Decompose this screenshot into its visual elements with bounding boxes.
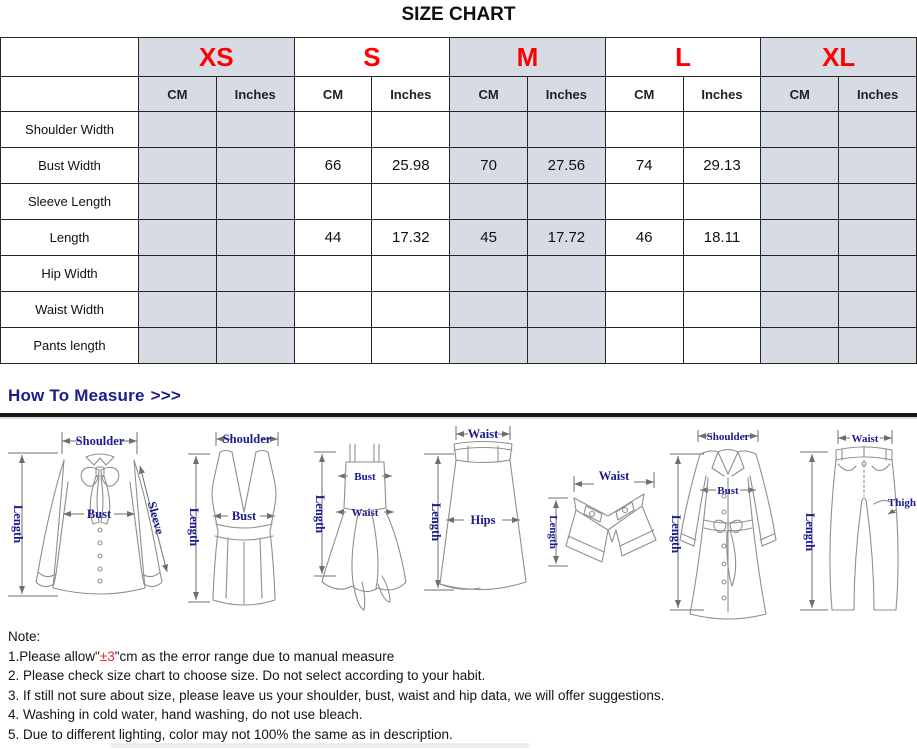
size-value-cell [372, 184, 450, 220]
blouse-bust-label: Bust [86, 507, 112, 521]
tank-length-label: Length [187, 507, 201, 547]
size-value-cell [139, 328, 217, 364]
size-value-cell [761, 148, 839, 184]
table-row [1, 184, 917, 220]
size-value-cell [839, 184, 917, 220]
size-value-cell [527, 292, 605, 328]
horizontal-scrollbar-thumb[interactable] [110, 743, 530, 748]
coat-figure [664, 424, 792, 626]
size-value-cell [294, 112, 372, 148]
row-label: Length [1, 220, 139, 256]
size-value-cell [527, 112, 605, 148]
blouse-drawing [0, 424, 180, 626]
pants-thigh-label: Thigh [887, 497, 917, 509]
size-value-cell [216, 184, 294, 220]
pants-arrowheads [809, 435, 896, 608]
tank-shoulder-label: Shoulder [222, 432, 272, 446]
size-value-cell [372, 292, 450, 328]
how-to-measure-text: How To Measure [8, 386, 145, 405]
skirt-figure [420, 424, 542, 626]
unit-header-cm: CM [139, 77, 217, 112]
size-value-cell [761, 184, 839, 220]
coat-outline [680, 450, 776, 620]
unit-header-inches: Inches [527, 77, 605, 112]
size-value-cell [139, 256, 217, 292]
size-value-cell [372, 256, 450, 292]
blouse-length-label: Length [11, 504, 25, 544]
size-value-cell [450, 256, 528, 292]
size-value-cell [605, 184, 683, 220]
unit-header-row [1, 77, 917, 112]
size-value-cell [839, 112, 917, 148]
tank-outline [212, 451, 276, 606]
shorts-figure [542, 424, 664, 626]
unit-header-cm: CM [605, 77, 683, 112]
notes-heading: Note: [8, 629, 41, 644]
row-label: Pants length [1, 328, 139, 364]
size-value-cell [605, 292, 683, 328]
corner-cell [1, 38, 139, 77]
size-value-cell [216, 220, 294, 256]
table-row [1, 328, 917, 364]
shorts-drawing [542, 424, 664, 626]
dress-outline [322, 444, 406, 610]
size-value-cell [372, 112, 450, 148]
note-line-3: 3. If still not sure about size, please leave us your shoulder, bust, waist and hip data, we will offer suggestions. [8, 687, 665, 703]
error-range-value: ±3 [99, 648, 115, 664]
pants-waist-label: Waist [851, 433, 879, 445]
table-row [1, 256, 917, 292]
size-value-cell [839, 220, 917, 256]
pants-drawing [792, 424, 917, 626]
shorts-outline [566, 494, 656, 562]
size-value-cell [139, 148, 217, 184]
skirt-length-label: Length [429, 502, 443, 542]
corner-cell [1, 77, 139, 112]
blouse-shoulder-label: Shoulder [75, 434, 125, 448]
size-header-xs: XS [139, 38, 295, 77]
coat-drawing [664, 424, 792, 626]
row-label: Shoulder Width [1, 112, 139, 148]
unit-header-cm: CM [294, 77, 372, 112]
size-value-cell [450, 328, 528, 364]
size-value-cell [372, 328, 450, 364]
dress-length-label: Length [313, 494, 327, 534]
size-value-cell [527, 256, 605, 292]
table-row [1, 220, 917, 256]
row-label: Bust Width [1, 148, 139, 184]
size-value-cell [450, 184, 528, 220]
size-value-cell [605, 328, 683, 364]
size-value-cell [216, 328, 294, 364]
size-value-cell [450, 292, 528, 328]
size-chart-table [0, 37, 917, 364]
skirt-arrowheads [435, 431, 520, 588]
size-value-cell: 45 [450, 220, 528, 256]
blouse-sleeve-label: Sleeve [144, 500, 167, 536]
size-value-cell: 17.72 [527, 220, 605, 256]
size-value-cell [139, 184, 217, 220]
size-value-cell [139, 112, 217, 148]
tank-bust-label: Bust [231, 509, 257, 523]
size-value-cell [683, 184, 761, 220]
size-header-m: M [450, 38, 606, 77]
note-line-5: 5. Due to different lighting, color may not 100% the same as in description. [8, 726, 453, 742]
unit-header-inches: Inches [216, 77, 294, 112]
size-value-cell [294, 328, 372, 364]
table-row [1, 112, 917, 148]
size-value-cell: 25.98 [372, 148, 450, 184]
size-value-cell [605, 112, 683, 148]
size-value-cell [527, 328, 605, 364]
size-header-l: L [605, 38, 761, 77]
row-label: Waist Width [1, 292, 139, 328]
chevrons-right-icon: >>> [150, 386, 182, 405]
size-value-cell [216, 292, 294, 328]
size-header-xl: XL [761, 38, 917, 77]
tank-top-drawing [180, 424, 308, 626]
size-value-cell [839, 256, 917, 292]
skirt-waist-label: Waist [467, 427, 499, 441]
size-header-s: S [294, 38, 450, 77]
size-value-cell [839, 328, 917, 364]
size-value-cell [683, 256, 761, 292]
size-value-cell [761, 220, 839, 256]
table-row [1, 148, 917, 184]
note-line-1: 1.Please allow"±3"cm as the error range due to manual measure [8, 648, 395, 664]
notes-section [8, 627, 664, 744]
size-value-cell [683, 328, 761, 364]
blouse-outline [36, 454, 162, 594]
skirt-drawing [420, 424, 542, 626]
size-header-row [1, 38, 917, 77]
size-value-cell [294, 256, 372, 292]
note-line-2: 2. Please check size chart to choose size. Do not select according to your habit. [8, 668, 486, 683]
size-value-cell [761, 112, 839, 148]
blouse-figure [0, 424, 180, 626]
size-value-cell [683, 292, 761, 328]
unit-header-cm: CM [450, 77, 528, 112]
slip-dress-drawing [308, 424, 420, 626]
page-title: SIZE CHART [401, 4, 516, 25]
measurement-figures [0, 424, 917, 626]
section-divider [0, 413, 917, 419]
unit-header-cm: CM [761, 77, 839, 112]
size-value-cell: 17.32 [372, 220, 450, 256]
row-label: Sleeve Length [1, 184, 139, 220]
size-table-body [1, 112, 917, 364]
size-value-cell: 66 [294, 148, 372, 184]
unit-header-inches: Inches [683, 77, 761, 112]
row-label: Hip Width [1, 256, 139, 292]
pants-outline [830, 446, 898, 610]
coat-bust-label: Bust [717, 485, 739, 497]
skirt-hips-label: Hips [470, 513, 496, 527]
size-value-cell [761, 292, 839, 328]
dress-waist-label: Waist [351, 507, 379, 519]
size-value-cell [216, 148, 294, 184]
table-row [1, 292, 917, 328]
size-value-cell [527, 184, 605, 220]
shorts-waist-label: Waist [598, 469, 630, 483]
size-value-cell [761, 256, 839, 292]
shorts-length-label: Length [547, 515, 559, 549]
pants-figure [792, 424, 917, 626]
size-value-cell: 46 [605, 220, 683, 256]
dress-bust-label: Bust [354, 471, 376, 483]
unit-header-inches: Inches [372, 77, 450, 112]
size-value-cell [761, 328, 839, 364]
size-value-cell [139, 292, 217, 328]
slip-dress-figure [308, 424, 420, 626]
size-value-cell [294, 292, 372, 328]
size-value-cell: 29.13 [683, 148, 761, 184]
unit-header-inches: Inches [839, 77, 917, 112]
size-value-cell [139, 220, 217, 256]
tank-top-figure [180, 424, 308, 626]
coat-shoulder-label: Shoulder [706, 431, 750, 443]
size-value-cell [605, 256, 683, 292]
size-value-cell [216, 256, 294, 292]
pants-length-label: Length [803, 512, 817, 552]
size-value-cell: 27.56 [527, 148, 605, 184]
size-value-cell: 74 [605, 148, 683, 184]
coat-length-label: Length [669, 514, 683, 554]
size-value-cell: 44 [294, 220, 372, 256]
how-to-measure-heading [8, 386, 181, 406]
size-value-cell [450, 112, 528, 148]
size-value-cell: 18.11 [683, 220, 761, 256]
size-value-cell: 70 [450, 148, 528, 184]
size-value-cell [216, 112, 294, 148]
size-value-cell [839, 292, 917, 328]
note-line-4: 4. Washing in cold water, hand washing, do not use bleach. [8, 707, 363, 722]
size-value-cell [839, 148, 917, 184]
size-value-cell [294, 184, 372, 220]
size-value-cell [683, 112, 761, 148]
